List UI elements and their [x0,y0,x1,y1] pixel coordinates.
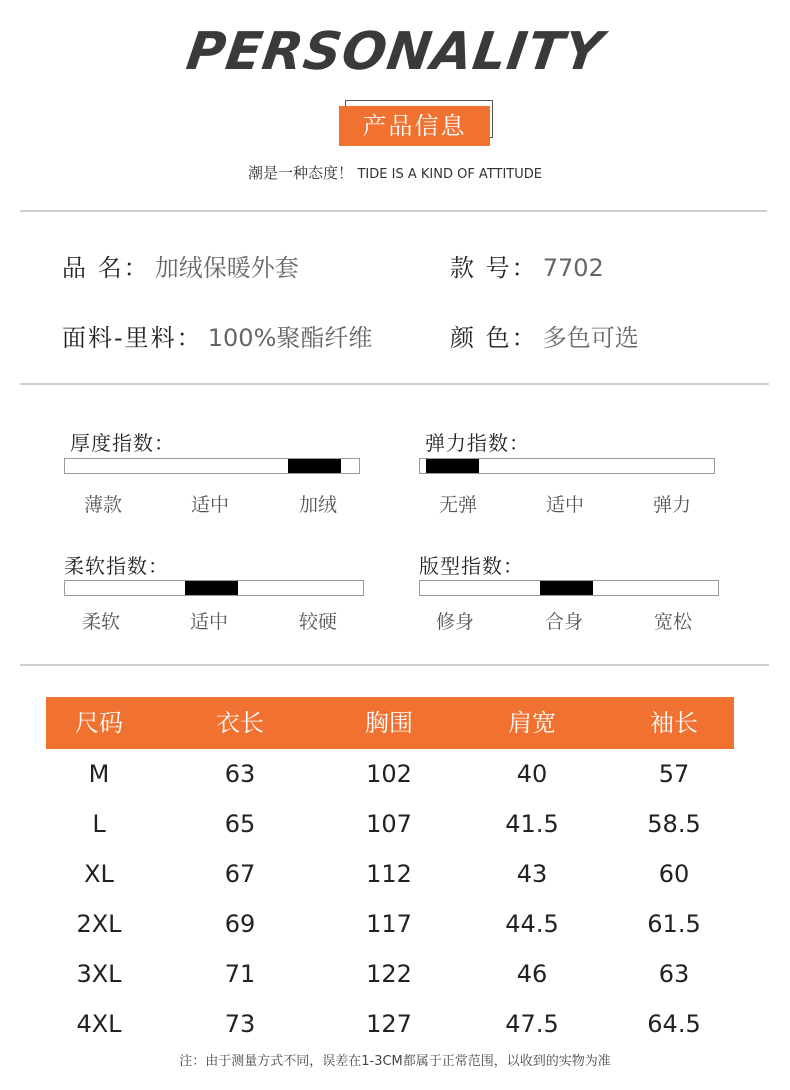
fit-index-marker [540,581,593,595]
measurement-note: 注：由于测量方式不同，误差在1-3CM都属于正常范围，以收到的实物为准 [179,1054,611,1069]
product-name-value: 加绒保暖外套 [154,254,299,282]
softness-tick-3: 较硬 [298,611,337,633]
softness-tick-1: 柔软 [81,611,120,633]
fit-tick-3: 宽松 [653,611,692,633]
softness-index-track [64,580,364,596]
cell-chest: 107 [366,810,412,838]
cell-size: 4XL [76,1010,122,1038]
fabric-label: 面料-里料： [62,324,203,352]
fit-index-title: 版型指数： [419,554,524,578]
fabric-value: 100%聚酯纤维 [207,324,373,352]
softness-tick-2: 适中 [189,611,228,633]
style-number-row [450,248,604,283]
elasticity-tick-3: 弹力 [652,494,691,516]
thickness-tick-1: 薄款 [83,494,122,516]
color-row [450,318,639,353]
style-number-label: 款 号： [450,254,538,282]
cell-sleeve: 58.5 [647,810,701,838]
cell-size: XL [84,860,114,888]
cell-sleeve: 63 [658,960,690,988]
fit-tick-2: 合身 [544,611,583,633]
header-size: 尺码 [75,709,123,737]
cell-chest: 112 [366,860,412,888]
elasticity-index-marker [426,459,479,473]
cell-length: 73 [224,1010,256,1038]
brand-logo: PERSONALITY [182,22,608,82]
tagline-cn: 潮是一种态度！ [248,164,354,182]
cell-shoulder: 46 [516,960,548,988]
cell-size: 3XL [76,960,122,988]
fit-index-track [419,580,719,596]
elasticity-index-title: 弹力指数： [425,431,530,455]
cell-chest: 122 [366,960,412,988]
cell-length: 71 [224,960,256,988]
header-sleeve: 袖长 [650,709,698,737]
cell-sleeve: 60 [658,860,690,888]
thickness-tick-2: 适中 [190,494,229,516]
cell-size: M [88,760,110,788]
thickness-index-title: 厚度指数： [70,431,175,455]
cell-chest: 117 [366,910,412,938]
cell-length: 69 [224,910,256,938]
elasticity-tick-2: 适中 [545,494,584,516]
cell-sleeve: 61.5 [647,910,701,938]
tagline [0,162,790,183]
cell-chest: 102 [366,760,412,788]
product-name-row [62,248,299,283]
size-table-header [46,697,734,749]
divider-top [20,210,767,212]
cell-shoulder: 40 [516,760,548,788]
cell-shoulder: 41.5 [505,810,559,838]
cell-sleeve: 64.5 [647,1010,701,1038]
cell-length: 63 [224,760,256,788]
cell-chest: 127 [366,1010,412,1038]
fit-tick-1: 修身 [435,611,474,633]
cell-length: 65 [224,810,256,838]
cell-shoulder: 44.5 [505,910,559,938]
thickness-index-track [64,458,360,474]
cell-shoulder: 43 [516,860,548,888]
cell-shoulder: 47.5 [505,1010,559,1038]
thickness-tick-3: 加绒 [298,494,337,516]
divider-index [20,664,769,666]
tagline-en: TIDE IS A KIND OF ATTITUDE [357,167,542,182]
style-number-value: 7702 [542,254,604,282]
elasticity-tick-1: 无弹 [438,494,477,516]
thickness-index-marker [288,459,341,473]
header-shoulder: 肩宽 [508,709,556,737]
fabric-row [62,318,372,353]
header-length: 衣长 [216,709,264,737]
softness-index-title: 柔软指数： [64,554,169,578]
cell-sleeve: 57 [658,760,690,788]
softness-index-marker [185,581,238,595]
cell-length: 67 [224,860,256,888]
header-chest: 胸围 [365,709,413,737]
cell-size: L [92,810,106,838]
color-label: 颜 色： [450,324,538,352]
size-table-body [46,749,734,1049]
product-name-label: 品 名： [62,254,150,282]
section-badge: 产品信息 [339,106,490,146]
color-value: 多色可选 [542,324,639,352]
elasticity-index-track [419,458,715,474]
divider-info [20,383,769,385]
cell-size: 2XL [76,910,122,938]
